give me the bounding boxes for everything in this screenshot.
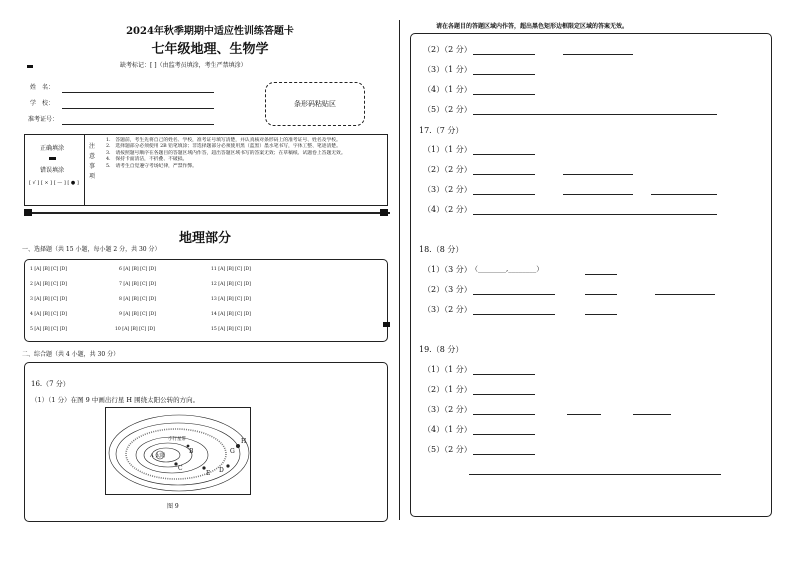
section-divider <box>24 212 390 214</box>
comprehensive-section-title: 二、综合题（共 4 小题，共 30 分） <box>22 351 120 358</box>
answer-line[interactable] <box>473 394 535 395</box>
sun-label: A 太阳 <box>150 453 166 459</box>
planet-d-label: D <box>219 467 224 474</box>
q16-sub2-label: （2）（2 分） <box>423 45 472 54</box>
geography-title: 地理部分 <box>178 231 231 246</box>
answer-line[interactable] <box>585 294 617 295</box>
answer-area-notice: 请在各题目的答题区域内作答，超出黑色矩形边框限定区域的答案无效。 <box>436 23 629 30</box>
name-field-label: 姓 名： <box>30 84 55 91</box>
notice-item: 3. 请按照题号顺序在各题目的答题区域内作答，超出答题区域书写的答案无效；在草稿纸、试题卷上答题无效。 <box>106 150 346 156</box>
wrong-fill-sample: [ √ ] [ × ] [ — ] [ ● ] <box>29 180 79 186</box>
orbit-diagram <box>106 408 250 494</box>
fill-divider <box>84 134 85 206</box>
q16-sub4-label: （4）（1 分） <box>423 85 472 94</box>
answer-line[interactable] <box>473 434 535 435</box>
q18-sub2-label: （2）（3 分） <box>423 285 472 294</box>
choice-row[interactable]: 1 [A] [B] [C] [D] <box>30 267 67 272</box>
correct-fill-sample <box>49 157 56 160</box>
q17-sub2-label: （2）（2 分） <box>423 165 472 174</box>
answer-line[interactable] <box>473 154 535 155</box>
right-answer-box <box>410 33 772 517</box>
q19-sub4-label: （4）（1 分） <box>423 425 472 434</box>
answer-line[interactable] <box>473 74 535 75</box>
planet-c-label: C <box>178 465 183 472</box>
answer-line[interactable] <box>585 314 617 315</box>
column-separator <box>399 20 400 520</box>
answer-line[interactable] <box>473 294 555 295</box>
answer-line[interactable] <box>473 214 717 215</box>
school-field-line[interactable] <box>62 108 214 109</box>
choice-row[interactable]: 15 [A] [B] [C] [D] <box>211 327 251 332</box>
choice-row[interactable]: 5 [A] [B] [C] [D] <box>30 327 67 332</box>
answer-line[interactable] <box>473 194 535 195</box>
wrong-fill-label: 错误填涂 <box>40 167 65 174</box>
answer-line[interactable] <box>473 314 555 315</box>
solar-system-figure[interactable] <box>105 407 251 495</box>
subject-title: 七年级地理、生物学 <box>151 42 269 57</box>
choice-row[interactable]: 11 [A] [B] [C] [D] <box>211 267 251 272</box>
q17-sub3-label: （3）（2 分） <box>423 185 472 194</box>
asteroid-belt-label: 小行星带 <box>168 437 186 442</box>
answer-line[interactable] <box>473 374 535 375</box>
planet-g-label: G <box>230 448 235 455</box>
answer-line[interactable] <box>473 94 535 95</box>
choice-row[interactable]: 4 [A] [B] [C] [D] <box>30 312 67 317</box>
q19-sub2-label: （2）（1 分） <box>423 385 472 394</box>
q16-label: 16.（7 分） <box>31 380 70 388</box>
q18-label: 18.（8 分） <box>419 245 464 254</box>
corner-mark <box>27 65 33 68</box>
choice-row[interactable]: 9 [A] [B] [C] [D] <box>119 312 156 317</box>
planet-e-label: E <box>206 470 211 477</box>
choice-row[interactable]: 14 [A] [B] [C] [D] <box>211 312 251 317</box>
exam-id-field-label: 准考证号： <box>28 116 59 123</box>
barcode-area <box>265 82 365 126</box>
notice-item: 2. 选择题部分必须使用 2B 铅笔填涂；非选择题部分必须使用黑（蓝黑）墨水笔书写，字体工整、笔迹清楚。 <box>106 144 341 150</box>
answer-line[interactable] <box>563 194 633 195</box>
q16-sub3-label: （3）（1 分） <box>423 65 472 74</box>
choice-section-title: 一、选择题（共 15 小题，每小题 2 分，共 30 分） <box>22 246 161 253</box>
choice-row[interactable]: 13 [A] [B] [C] [D] <box>211 297 251 302</box>
choice-row[interactable]: 12 [A] [B] [C] [D] <box>211 282 251 287</box>
page-title: 2024年秋季期期中适应性训练答题卡 <box>126 26 294 37</box>
barcode-label: 条形码粘贴区 <box>294 100 336 108</box>
absent-mark[interactable]: 缺考标记：[ ]（由监考员填涂，考生严禁填涂） <box>120 62 247 69</box>
notice-list <box>106 138 382 170</box>
choice-row[interactable]: 2 [A] [B] [C] [D] <box>30 282 67 287</box>
answer-line[interactable] <box>563 54 633 55</box>
notice-label: 注 意 事 项 <box>89 143 96 180</box>
answer-line[interactable] <box>473 454 535 455</box>
figure-caption: 图 9 <box>167 503 179 510</box>
name-field-line[interactable] <box>62 92 214 93</box>
q16-sub1: （1）（1 分）在图 9 中画出行星 H 围绕太阳公转的方向。 <box>31 396 200 404</box>
q18-sub3-label: （3）（2 分） <box>423 305 472 314</box>
answer-line[interactable] <box>473 54 535 55</box>
answer-line[interactable] <box>651 194 717 195</box>
answer-line[interactable] <box>655 294 715 295</box>
planet-b-label: B <box>189 448 194 455</box>
q19-sub1-label: （1）（1 分） <box>423 365 472 374</box>
correct-fill-label: 正确填涂 <box>40 145 65 152</box>
notice-item: 4. 保持卡面清洁，不折叠、不破损。 <box>106 157 188 163</box>
q17-label: 17.（7 分） <box>419 126 464 135</box>
choice-row[interactable]: 6 [A] [B] [C] [D] <box>119 267 156 272</box>
q19-sub5-label: （5）（2 分） <box>423 445 472 454</box>
planet-h-label: H <box>241 438 247 445</box>
school-field-label: 学 校： <box>30 100 55 107</box>
answer-line[interactable] <box>473 414 535 415</box>
answer-line[interactable] <box>633 414 671 415</box>
notice-item: 5. 请考生自觉遵守考场纪律，严禁作弊。 <box>106 163 197 169</box>
choice-row[interactable]: 8 [A] [B] [C] [D] <box>119 297 156 302</box>
q16-sub5-label: （5）（2 分） <box>423 105 472 114</box>
q19-sub3-label: （3）（2 分） <box>423 405 472 414</box>
notice-item: 1. 答题前，考生先将自己的姓名、学校，准考证号填写清楚，并认真核对条形码上的准考证号、姓名及学校。 <box>106 138 341 143</box>
q17-sub1-label: （1）（1 分） <box>423 145 472 154</box>
answer-line[interactable] <box>473 114 717 115</box>
q19-label: 19.（8 分） <box>419 345 464 354</box>
anchor-mark <box>24 209 32 216</box>
coordinate-blank[interactable]: （________,________） <box>471 265 544 273</box>
choice-row[interactable]: 3 [A] [B] [C] [D] <box>30 297 67 302</box>
anchor-mark <box>383 322 390 327</box>
answer-line[interactable] <box>567 414 601 415</box>
choice-box <box>24 259 388 342</box>
choice-row[interactable]: 7 [A] [B] [C] [D] <box>119 282 156 287</box>
answer-line[interactable] <box>469 474 721 475</box>
exam-id-field-line[interactable] <box>62 124 214 125</box>
answer-line[interactable] <box>473 174 535 175</box>
answer-line[interactable] <box>585 274 617 275</box>
answer-line[interactable] <box>563 174 633 175</box>
anchor-mark <box>380 209 388 216</box>
choice-row[interactable]: 10 [A] [B] [C] [D] <box>115 327 155 332</box>
q16-box <box>24 362 388 522</box>
q18-sub1-label: （1）（3 分） <box>423 265 472 274</box>
q17-sub4-label: （4）（2 分） <box>423 205 472 214</box>
